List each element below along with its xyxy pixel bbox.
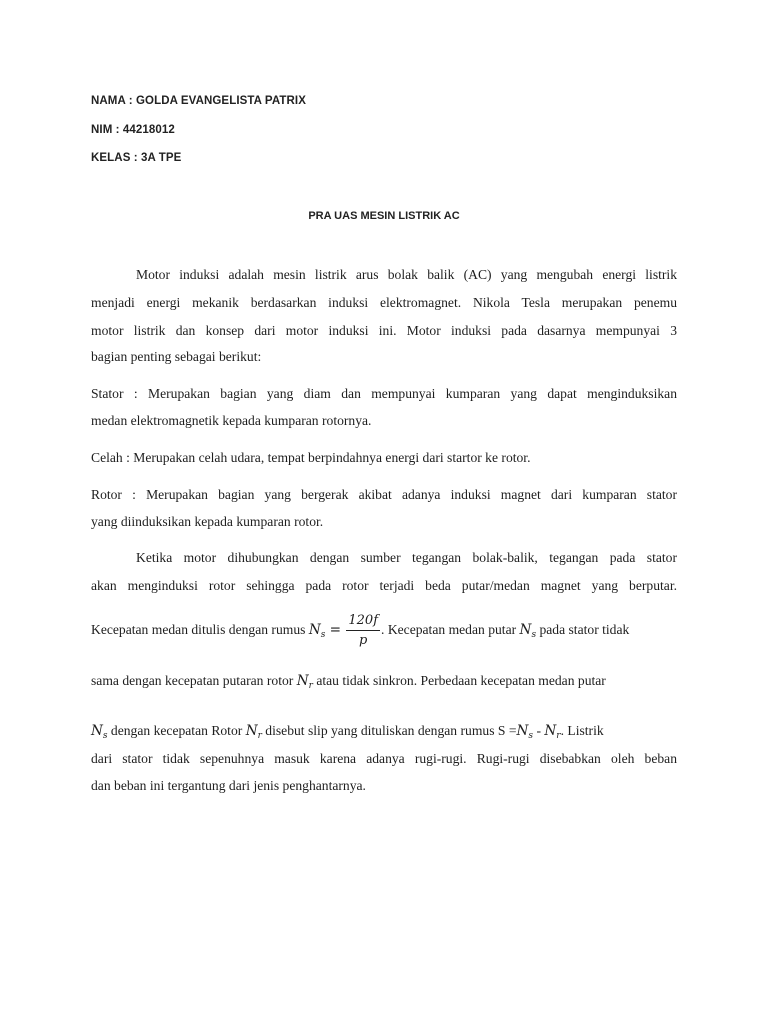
paragraph-1-line-2: menjadi energi mekanik berdasarkan induksi elektromagnet. Nikola Tesla merupakan penemu <box>91 295 677 310</box>
paragraph-2-line-3 <box>91 611 677 649</box>
formula-denominator: p <box>359 633 368 649</box>
paragraph-1-line-1: Motor induksi adalah mesin listrik arus bolak balik (AC) yang mengubah energi listrik <box>136 267 677 282</box>
ns-symbol-inline: $N_s$ <box>519 622 537 640</box>
paragraph-2-line-2: akan menginduksi rotor sehingga pada rotor terjadi beda putar/medan magnet yang berputar. <box>91 578 677 593</box>
formula-numerator: 120f <box>346 613 380 631</box>
paragraph-2-line-7: dan beban ini tergantung dari jenis penghantarnya. <box>91 778 366 793</box>
formula-end-text: pada stator tidak <box>536 622 630 637</box>
formula-after-text: . Kecepatan medan putar <box>381 622 520 637</box>
nr-symbol-slip: $N_r$ <box>544 723 561 741</box>
paragraph-2-line-6: dari stator tidak sepenuhnya masuk karena adanya rugi-rugi. Rugi-rugi disebabkan oleh beban <box>91 751 677 766</box>
rotor-line-1: Rotor : Merupakan bagian yang bergerak akibat adanya induksi magnet dari kumparan stator <box>91 487 677 502</box>
rotor-line-2: yang diinduksikan kepada kumparan rotor. <box>91 514 324 529</box>
line-5-text-d: . Listrik <box>560 723 604 738</box>
formula-intro-text: Kecepatan medan ditulis dengan rumus <box>91 622 309 637</box>
nr-symbol-line-5: $N_r$ <box>245 723 262 741</box>
celah-line-1: Celah : Merupakan celah udara, tempat berpindahnya energi dari startor ke rotor. <box>91 450 531 465</box>
line-5-text-b: disebut slip yang dituliskan dengan rumus S = <box>261 723 517 738</box>
stator-line-1: Stator : Merupakan bagian yang diam dan mempunyai kumparan yang dapat menginduksikan <box>91 386 677 401</box>
nr-symbol-inline: $N_r$ <box>296 673 313 691</box>
paragraph-2-line-4 <box>91 672 677 692</box>
stator-line-2: medan elektromagnetik kepada kumparan rotornya. <box>91 413 372 428</box>
ns-symbol-line-5: $N_s$ <box>91 723 108 741</box>
paragraph-2-line-1: Ketika motor dihubungkan dengan sumber tegangan bolak-balik, tegangan pada stator <box>136 550 677 565</box>
paragraph-1-line-4: bagian penting sebagai berikut: <box>91 349 262 364</box>
line-5-text-a: dengan kecepatan Rotor <box>107 723 246 738</box>
formula-ns-symbol: $N_s$ <box>308 622 326 640</box>
paragraph-1-line-3: motor listrik dan konsep dari motor induksi ini. Motor induksi pada dasarnya mempunyai 3 <box>91 323 677 338</box>
line-5-minus: - <box>533 723 545 738</box>
document-title: PRA UAS MESIN LISTRIK AC <box>308 210 460 222</box>
formula-equals: = <box>325 622 346 638</box>
formula-fraction <box>346 613 380 648</box>
line-4-text-b: atau tidak sinkron. Perbedaan kecepatan medan putar <box>312 673 606 688</box>
student-name: NAMA : GOLDA EVANGELISTA PATRIX <box>91 95 306 107</box>
line-4-text-a: sama dengan kecepatan putaran rotor <box>91 673 297 688</box>
student-class: KELAS : 3A TPE <box>91 152 182 164</box>
paragraph-2-line-5 <box>91 722 677 742</box>
student-nim: NIM : 44218012 <box>91 124 175 136</box>
ns-symbol-slip: $N_s$ <box>516 723 534 741</box>
